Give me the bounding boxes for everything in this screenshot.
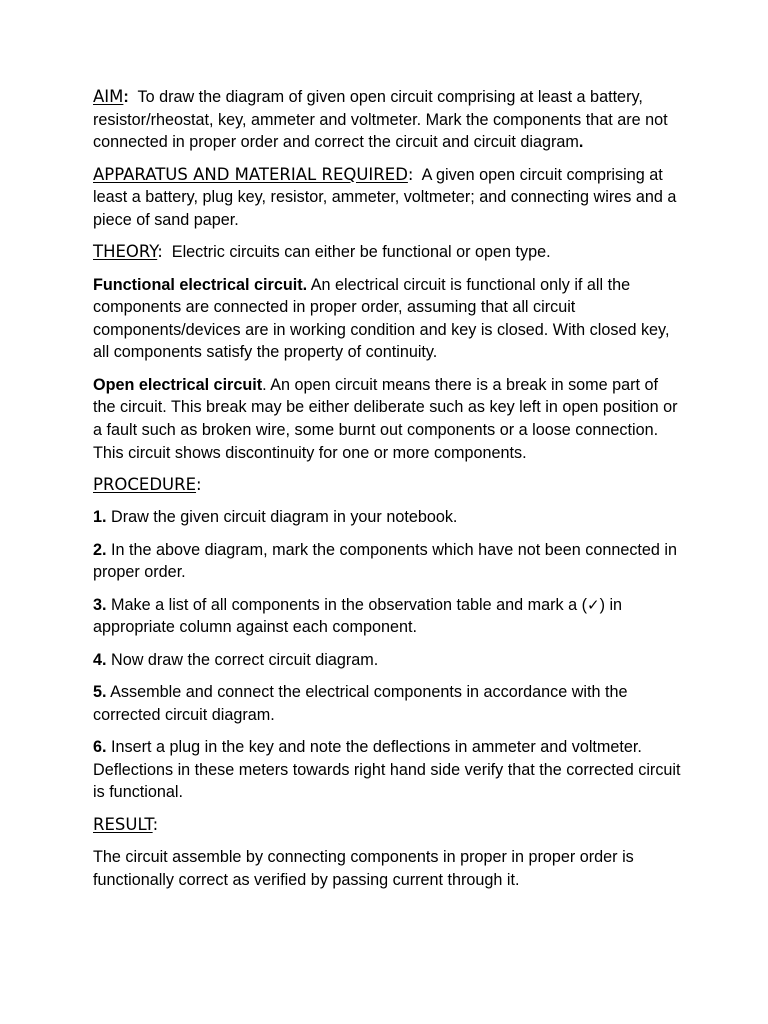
step-text: Assemble and connect the electrical components in accordance with the corrected circuit diagram. [93, 683, 628, 724]
open-circuit-text: . An open circuit means there is a break in some part of the circuit. This break may be either deliberate such as key left in open position or a fault such as broken wire, some burnt out components or a loose connection. This circuit shows discontinuity for one or more components. [93, 375, 678, 462]
procedure-step [93, 736, 683, 804]
step-text: Make a list of all components in the observation table and mark a ( [111, 595, 587, 614]
functional-circuit-paragraph [93, 274, 683, 364]
apparatus-heading-colon: : [407, 164, 414, 184]
aim-text: To draw the diagram of given open circuit comprising at least a battery, resistor/rheostat, key, ammeter and voltmeter. Mark the components that are not connected in proper order and correct the circuit and circuit diagram [93, 88, 668, 152]
procedure-heading-line [93, 474, 683, 497]
procedure-step [93, 649, 683, 672]
result-paragraph [93, 846, 683, 891]
theory-text: Electric circuits can either be functional or open type. [171, 243, 551, 262]
step-number: 5. [93, 683, 107, 702]
procedure-heading-colon: : [196, 474, 202, 494]
procedure-step [93, 594, 683, 639]
theory-heading: THEORY [93, 242, 158, 262]
theory-paragraph [93, 241, 683, 264]
aim-end-period: . [578, 133, 584, 152]
result-heading-colon: : [152, 814, 159, 834]
step-text: In the above diagram, mark the components which have not been connected in proper order. [93, 540, 678, 582]
result-text: The circuit assemble by connecting components in proper in proper order is functionally correct as verified by passing current through it. [93, 847, 634, 889]
step-text: Now draw the correct circuit diagram. [111, 650, 379, 669]
result-heading: RESULT [93, 814, 153, 834]
functional-circuit-term: Functional electrical circuit. [93, 275, 308, 294]
open-circuit-term: Open electrical circuit [93, 375, 263, 394]
functional-circuit-text: An electrical circuit is functional only if all the components are connected in proper order, assuming that all circuit components/devices are in working condition and key is closed. With closed key, all components satisfy the property of continuity. [93, 275, 670, 362]
step-text: Draw the given circuit diagram in your notebook. [111, 508, 458, 527]
checkmark-icon: ✓ [587, 595, 600, 614]
step-number: 3. [93, 595, 107, 614]
procedure-step [93, 681, 683, 726]
apparatus-text: A given open circuit comprising at least a battery, plug key, resistor, ammeter, voltmeter; and connecting wires and a piece of sand paper. [93, 165, 677, 229]
procedure-step [93, 539, 683, 584]
aim-heading-colon: : [123, 88, 129, 106]
document-page [93, 86, 683, 901]
aim-paragraph [93, 86, 683, 154]
aim-heading: AIM [93, 87, 124, 106]
step-number: 2. [93, 540, 107, 559]
open-circuit-paragraph [93, 374, 683, 464]
step-number: 4. [93, 650, 107, 669]
step-text-continued: ) in appropriate column against each component. [93, 595, 623, 637]
apparatus-paragraph [93, 164, 683, 232]
step-number: 1. [93, 508, 107, 527]
apparatus-heading: APPARATUS AND MATERIAL REQUIRED [93, 164, 408, 184]
step-number: 6. [93, 738, 107, 757]
procedure-heading: PROCEDURE [93, 474, 197, 494]
theory-heading-colon: : [157, 242, 163, 262]
step-text: Insert a plug in the key and note the deflections in ammeter and voltmeter. Deflections in these meters towards right hand side verify that the corrected circuit is functional. [93, 738, 681, 802]
procedure-step [93, 506, 683, 529]
result-heading-line [93, 814, 683, 837]
